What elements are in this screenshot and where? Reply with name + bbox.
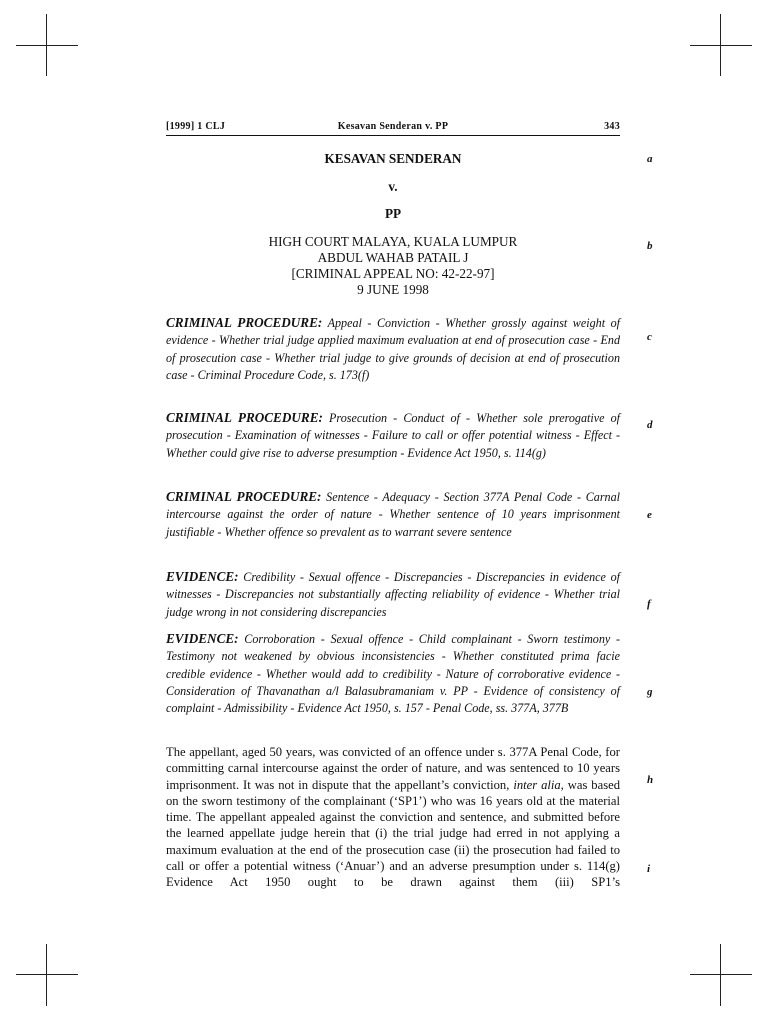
margin-letter-c: c — [647, 331, 652, 343]
headnote-text-2: , was based on the sworn testimony of the complainant (‘SP1’) who was 16 years old at the material time. The appellant appealed against the conviction and sentence, and submitted before the learned appellate judge herein that (i) the trial judge had erred in not applying a maximum evaluation at the end of the prosecution case (ii) the prosecution had failed to call or offer a potential witness (‘Anuar’) and an adverse presumption under s. 114(g) Evidence Act 1950 ought to be drawn against them (iii) SP1’s — [166, 777, 620, 890]
header-rule — [166, 135, 620, 136]
catchword-text: Corroboration - Sexual offence - Child complainant - Sworn testimony - Testimony not weakened by obvious inconsistencies - Whether constituted prima facie credible evidence - Whether would add to credibility - Nature of corroborative evidence - Consideration of Thavanathan a/l Balasubramaniam v. PP - Evidence of consistency of complaint - Admissibility - Evidence Act 1950, s. 157 - Penal Code, ss. 377A, 377B — [166, 632, 621, 716]
judgment-date: 9 JUNE 1998 — [357, 282, 429, 297]
catchword-text: Credibility - Sexual offence - Discrepancies - Discrepancies in evidence of witnesses - Discrepancies not substantially affecting reliability of evidence - Whether trial judge wrong in not considering discrepancies — [166, 570, 620, 619]
crop-mark-top-right-h — [690, 45, 752, 46]
catchword-paragraph — [166, 409, 620, 462]
headnote-text-1: The appellant, aged 50 years, was convicted of an offence under s. 377A Penal Code, for committing carnal intercourse against the order of nature, and was sentenced to 10 years imprisonment. It was not in dispute that the appellant’s conviction, — [166, 745, 620, 792]
catchword-heading: CRIMINAL PROCEDURE: — [166, 489, 322, 504]
catchword-heading: CRIMINAL PROCEDURE: — [166, 410, 323, 425]
crop-mark-bottom-right-v — [720, 944, 721, 1006]
margin-letter-a: a — [647, 153, 653, 165]
catchword-heading: EVIDENCE: — [166, 569, 239, 584]
court-details — [166, 234, 620, 298]
law-report-citation: [1999] 1 CLJ — [166, 121, 226, 132]
judge-name: ABDUL WAHAB PATAIL J — [317, 250, 469, 265]
catchword-paragraph — [166, 488, 620, 541]
margin-letter-i: i — [647, 863, 651, 875]
appellant-name: KESAVAN SENDERAN — [324, 151, 462, 166]
margin-letter-d: d — [647, 419, 653, 431]
appeal-number: [CRIMINAL APPEAL NO: 42-22-97] — [291, 266, 495, 281]
running-head-case-name: Kesavan Senderan v. PP — [337, 121, 449, 132]
crop-mark-bottom-left-h — [16, 974, 78, 975]
page-number: 343 — [604, 121, 620, 132]
catchword-paragraph — [166, 630, 620, 717]
headnote-latin-phrase: inter alia — [513, 777, 561, 792]
margin-letter-e: e — [647, 509, 652, 521]
margin-letter-b: b — [647, 240, 653, 252]
catchword-text: Sentence - Adequacy - Section 377A Penal Code - Carnal intercourse against the order of nature - Whether sentence of 10 years imprisonment justifiable - Whether offence so prevalent as to warrant severe sentence — [166, 490, 620, 539]
margin-letter-h: h — [647, 774, 654, 786]
margin-letter-f: f — [647, 598, 651, 610]
crop-mark-bottom-right-h — [690, 974, 752, 975]
catchword-text: Prosecution - Conduct of - Whether sole prerogative of prosecution - Examination of witnesses - Failure to call or offer potential witness - Effect - Whether could give rise to adverse presumption - Evidence Act 1950, s. 114(g) — [166, 411, 621, 460]
catchword-paragraph — [166, 314, 620, 384]
crop-mark-top-left-h — [16, 45, 78, 46]
crop-mark-top-left-v — [46, 14, 47, 76]
running-head — [166, 121, 620, 135]
respondent-name: PP — [384, 206, 402, 221]
margin-letter-g: g — [647, 686, 653, 698]
crop-mark-top-right-v — [720, 14, 721, 76]
catchword-paragraph — [166, 568, 620, 621]
headnote-paragraph — [166, 744, 620, 891]
versus-label: v. — [388, 179, 398, 194]
catchword-text: Appeal - Conviction - Whether grossly against weight of evidence - Whether trial judge applied maximum evaluation at end of prosecution case - End of prosecution case - Whether trial judge to give grounds of decision at end of prosecution case - Criminal Procedure Code, s. 173(f) — [166, 316, 620, 382]
catchword-heading: EVIDENCE: — [166, 631, 239, 646]
court-name: HIGH COURT MALAYA, KUALA LUMPUR — [268, 234, 518, 249]
catchword-heading: CRIMINAL PROCEDURE: — [166, 315, 323, 330]
crop-mark-bottom-left-v — [46, 944, 47, 1006]
